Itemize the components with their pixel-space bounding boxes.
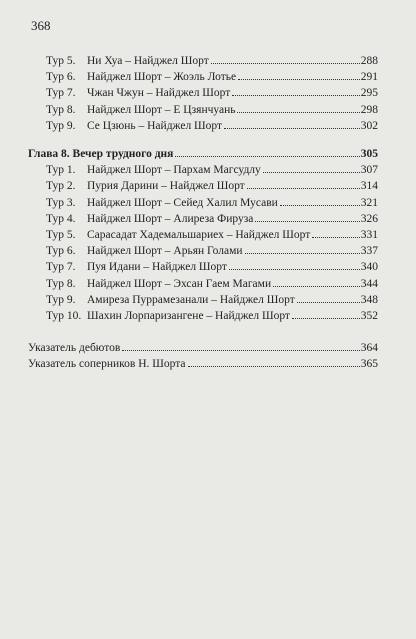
table-of-contents	[28, 53, 378, 373]
toc-entry	[46, 195, 378, 211]
index-entry-openings	[28, 340, 378, 356]
index-title: Указатель дебютов	[28, 342, 121, 355]
spacer	[46, 324, 378, 340]
dot-leader	[245, 253, 360, 254]
page-ref: 321	[360, 196, 378, 209]
round-label: Тур 5.	[46, 229, 76, 242]
game-title: Шахин Лорпаризангене – Найджел Шорт	[87, 310, 290, 323]
page-ref: 288	[360, 55, 378, 67]
round-label: Тур 6.	[46, 245, 76, 258]
dot-leader	[297, 302, 360, 303]
game-title: Пуя Идани – Найджел Шорт	[87, 261, 227, 274]
page-ref: 307	[360, 164, 378, 177]
toc-entry	[46, 276, 378, 292]
page-ref: 295	[360, 87, 378, 100]
dot-leader	[263, 172, 360, 173]
dot-leader	[232, 95, 359, 96]
index-title: Указатель соперников Н. Шорта	[28, 358, 186, 371]
page-ref: 364	[360, 342, 378, 355]
dot-leader	[292, 318, 360, 319]
dot-leader	[280, 205, 360, 206]
page-ref: 337	[360, 245, 378, 258]
round-label: Тур 6.	[46, 71, 76, 84]
game-title: Найджел Шорт – Сейед Халил Мусави	[87, 196, 278, 209]
page-ref: 331	[360, 229, 378, 242]
page-ref: 352	[360, 310, 378, 323]
dot-leader	[247, 188, 360, 189]
toc-entry	[46, 308, 378, 324]
game-title: Се Цзюнь – Найджел Шорт	[87, 119, 223, 132]
round-label: Тур 4.	[46, 212, 76, 225]
dot-leader	[238, 79, 360, 80]
toc-entry	[46, 53, 378, 69]
toc-entry	[46, 292, 378, 308]
round-label: Тур 8.	[46, 277, 76, 290]
page-ref: 326	[360, 212, 378, 225]
toc-entry	[46, 85, 378, 101]
game-title: Пурия Дарини – Найджел Шорт	[87, 180, 245, 193]
round-label: Тур 9.	[46, 119, 76, 132]
page-ref: 344	[360, 277, 378, 290]
toc-section-a	[46, 53, 378, 134]
toc-entry	[46, 102, 378, 118]
game-title: Найджел Шорт – Эхсан Гаем Магами	[87, 277, 272, 290]
page-ref: 298	[360, 103, 378, 116]
round-label: Тур 7.	[46, 87, 76, 100]
round-label: Тур 8.	[46, 103, 76, 116]
dot-leader	[255, 221, 359, 222]
game-title: Чжан Чжун – Найджел Шорт	[87, 87, 231, 100]
dot-leader	[122, 350, 359, 351]
game-title: Ни Хуа – Найджел Шорт	[87, 55, 209, 67]
page-ref: 302	[360, 119, 378, 132]
spacer	[46, 134, 378, 146]
dot-leader	[312, 237, 359, 238]
page-ref: 314	[360, 180, 378, 193]
dot-leader	[224, 128, 360, 129]
toc-entry	[46, 259, 378, 275]
game-title: Найджел Шорт – Арьян Голами	[87, 245, 243, 258]
dot-leader	[211, 63, 360, 64]
round-label: Тур 1.	[46, 164, 76, 177]
game-title: Найджел Шорт – Алиреза Фируза	[87, 212, 254, 225]
round-label: Тур 3.	[46, 196, 76, 209]
page-ref: 348	[360, 293, 378, 306]
page-ref: 291	[360, 71, 378, 84]
toc-entry	[46, 178, 378, 194]
game-title: Найджел Шорт – Пархам Магсудлу	[87, 164, 261, 177]
round-label: Тур 2.	[46, 180, 76, 193]
game-title: Найджел Шорт – Е Цзянчуань	[87, 103, 236, 116]
page-ref: 340	[360, 261, 378, 274]
chapter-title: Глава 8. Вечер трудного дня	[28, 148, 174, 161]
game-title: Найджел Шорт – Жоэль Лотье	[87, 71, 237, 84]
round-label: Тур 5.	[46, 55, 76, 67]
round-label: Тур 10.	[46, 310, 82, 323]
dot-leader	[273, 286, 360, 287]
game-title: Сарасадат Хадемальшариех – Найджел Шорт	[87, 229, 311, 242]
dot-leader	[237, 112, 359, 113]
chapter-heading	[28, 146, 378, 162]
dot-leader	[175, 156, 359, 157]
page-ref: 305	[360, 148, 378, 161]
dot-leader	[229, 269, 360, 270]
page-ref: 365	[360, 358, 378, 371]
toc-entry	[46, 227, 378, 243]
toc-entry	[46, 69, 378, 85]
toc-entry	[46, 162, 378, 178]
dot-leader	[188, 366, 360, 367]
toc-section-b	[46, 162, 378, 324]
page-number: 368	[31, 18, 51, 33]
index-entry-opponents	[28, 356, 378, 372]
toc-entry	[46, 118, 378, 134]
round-label: Тур 9.	[46, 293, 76, 306]
toc-entry	[46, 211, 378, 227]
toc-entry	[46, 243, 378, 259]
round-label: Тур 7.	[46, 261, 76, 274]
game-title: Амиреза Пуррамезанали – Найджел Шорт	[87, 293, 295, 306]
